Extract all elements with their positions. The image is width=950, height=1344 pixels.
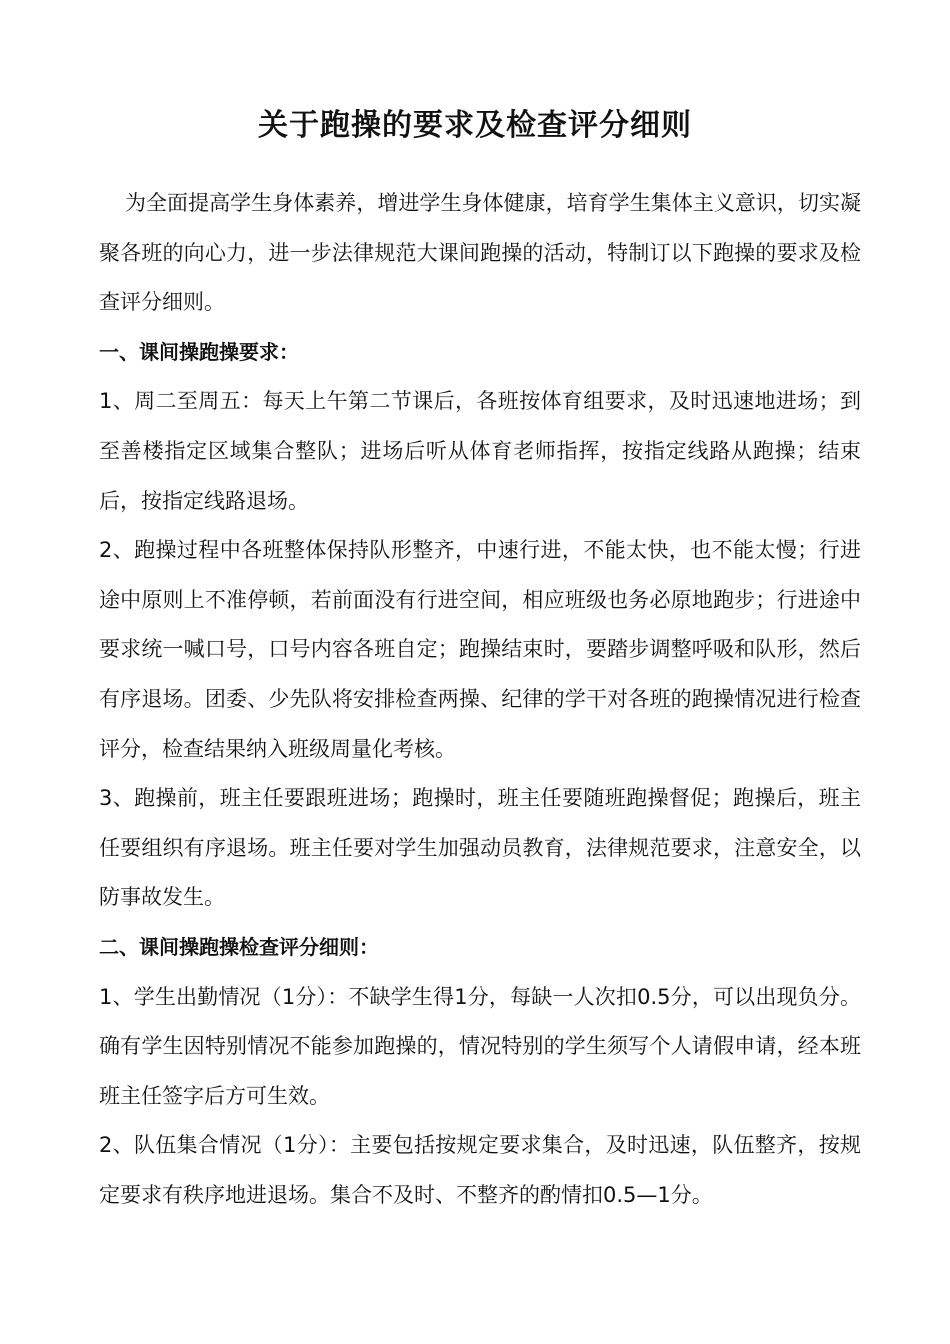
document-body bbox=[99, 179, 861, 1220]
section-1-item-2: 2、跑操过程中各班整体保持队形整齐，中速行进，不能太快，也不能太慢；行进途中原则上不准停顿，若前面没有行进空间，相应班级也务必原地跑步；行进途中要求统一喊口号，口号内容各班自定；跑操结束时，要踏步调整呼吸和队形，然后有序退场。团委、少先队将安排检查两操、纪律的学干对各班的跑操情况进行检查评分，检查结果纳入班级周量化考核。 bbox=[99, 538, 861, 761]
section-2-heading: 二、课间操跑操检查评分细则： bbox=[99, 934, 379, 959]
section-2-item-1: 1、学生出勤情况（1分）：不缺学生得1分，每缺一人次扣0.5分，可以出现负分。确有学生因特别情况不能参加跑操的，情况特别的学生须写个人请假申请，经本班班主任签字后方可生效。 bbox=[99, 984, 861, 1108]
intro-paragraph: 为全面提高学生身体素养，增进学生身体健康，培育学生集体主义意识，切实凝聚各班的向心力，进一步法律规范大课间跑操的活动，特制订以下跑操的要求及检查评分细则。 bbox=[99, 191, 861, 315]
section-1-item-1: 1、周二至周五：每天上午第二节课后，各班按体育组要求，及时迅速地进场；到至善楼指定区域集合整队；进场后听从体育老师指挥，按指定线路从跑操；结束后，按指定线路退场。 bbox=[99, 389, 861, 513]
section-1-heading: 一、课间操跑操要求： bbox=[99, 339, 299, 364]
section-1-item-3: 3、跑操前，班主任要跟班进场；跑操时，班主任要随班跑操督促；跑操后，班主任要组织有序退场。班主任要对学生加强动员教育，法律规范要求，注意安全，以防事故发生。 bbox=[99, 786, 861, 910]
section-2-item-2: 2、队伍集合情况（1分）：主要包括按规定要求集合，及时迅速，队伍整齐，按规定要求有秩序地进退场。集合不及时、不整齐的酌情扣0.5—1分。 bbox=[99, 1133, 861, 1207]
document-title: 关于跑操的要求及检查评分细则 bbox=[258, 108, 692, 143]
